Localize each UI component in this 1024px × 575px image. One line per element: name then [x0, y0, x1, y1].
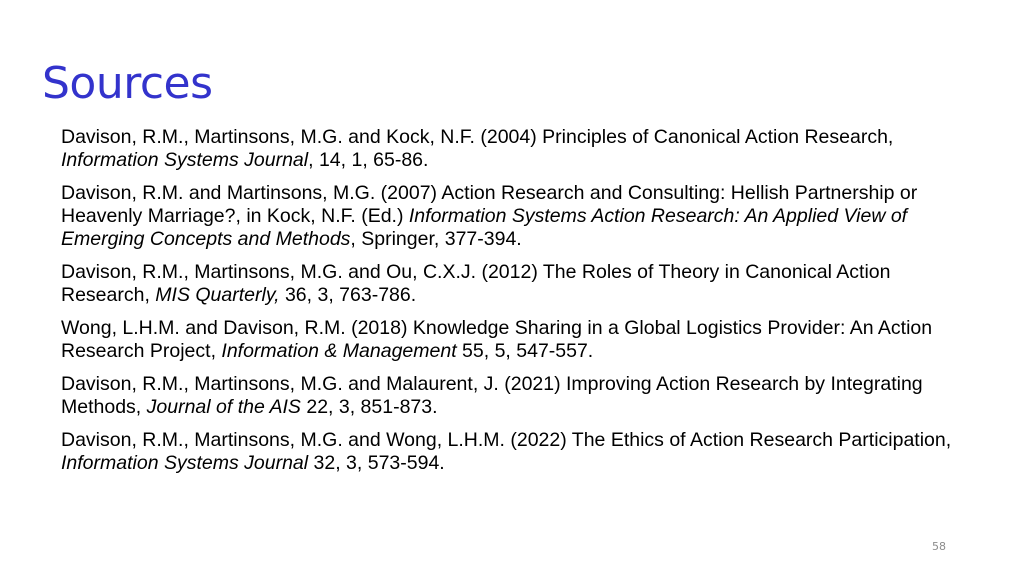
reference-text: Davison, R.M., Martinsons, M.G. and Wong, L.H.M. (2022) The Ethics of Action Research Participation,	[61, 429, 952, 451]
reference-item	[61, 373, 961, 419]
reference-text: Davison, R.M. and Martinsons, M.G. (2007) Action Research and Consulting: Hellish Partnership or Heavenly Marriage?, in Kock, N.F. (Ed.)	[61, 182, 918, 227]
reference-details: 36, 3, 763-786.	[279, 284, 417, 306]
reference-journal: Information Systems Action Research: An Applied View of Emerging Concepts and Methods	[61, 205, 908, 250]
reference-item	[61, 261, 961, 307]
reference-journal: MIS Quarterly,	[155, 284, 280, 306]
reference-journal: Information Systems Journal	[61, 452, 309, 474]
reference-text: Davison, R.M., Martinsons, M.G. and Malaurent, J. (2021) Improving Action Research by Integrating Methods,	[61, 373, 923, 418]
reference-journal: Journal of the AIS	[146, 396, 301, 418]
reference-details: 55, 5, 547-557.	[456, 340, 594, 362]
reference-text: Davison, R.M., Martinsons, M.G. and Ou, C.X.J. (2012) The Roles of Theory in Canonical Action Research,	[61, 261, 891, 306]
reference-text: Davison, R.M., Martinsons, M.G. and Kock, N.F. (2004) Principles of Canonical Action Research,	[61, 126, 894, 148]
page-number: 58	[932, 540, 946, 553]
reference-details: 22, 3, 851-873.	[300, 396, 438, 418]
reference-details: , 14, 1, 65-86.	[308, 149, 429, 171]
reference-item	[61, 182, 961, 251]
reference-text: Wong, L.H.M. and Davison, R.M. (2018) Knowledge Sharing in a Global Logistics Provider: An Action Research Project,	[61, 317, 933, 362]
reference-list	[61, 126, 961, 485]
reference-item	[61, 317, 961, 363]
reference-item	[61, 126, 961, 172]
reference-item	[61, 429, 961, 475]
reference-details: 32, 3, 573-594.	[308, 452, 445, 474]
reference-details: , Springer, 377-394.	[350, 228, 522, 250]
reference-journal: Information & Management	[221, 340, 457, 362]
reference-journal: Information Systems Journal	[61, 149, 309, 171]
slide-title: Sources	[42, 58, 213, 109]
